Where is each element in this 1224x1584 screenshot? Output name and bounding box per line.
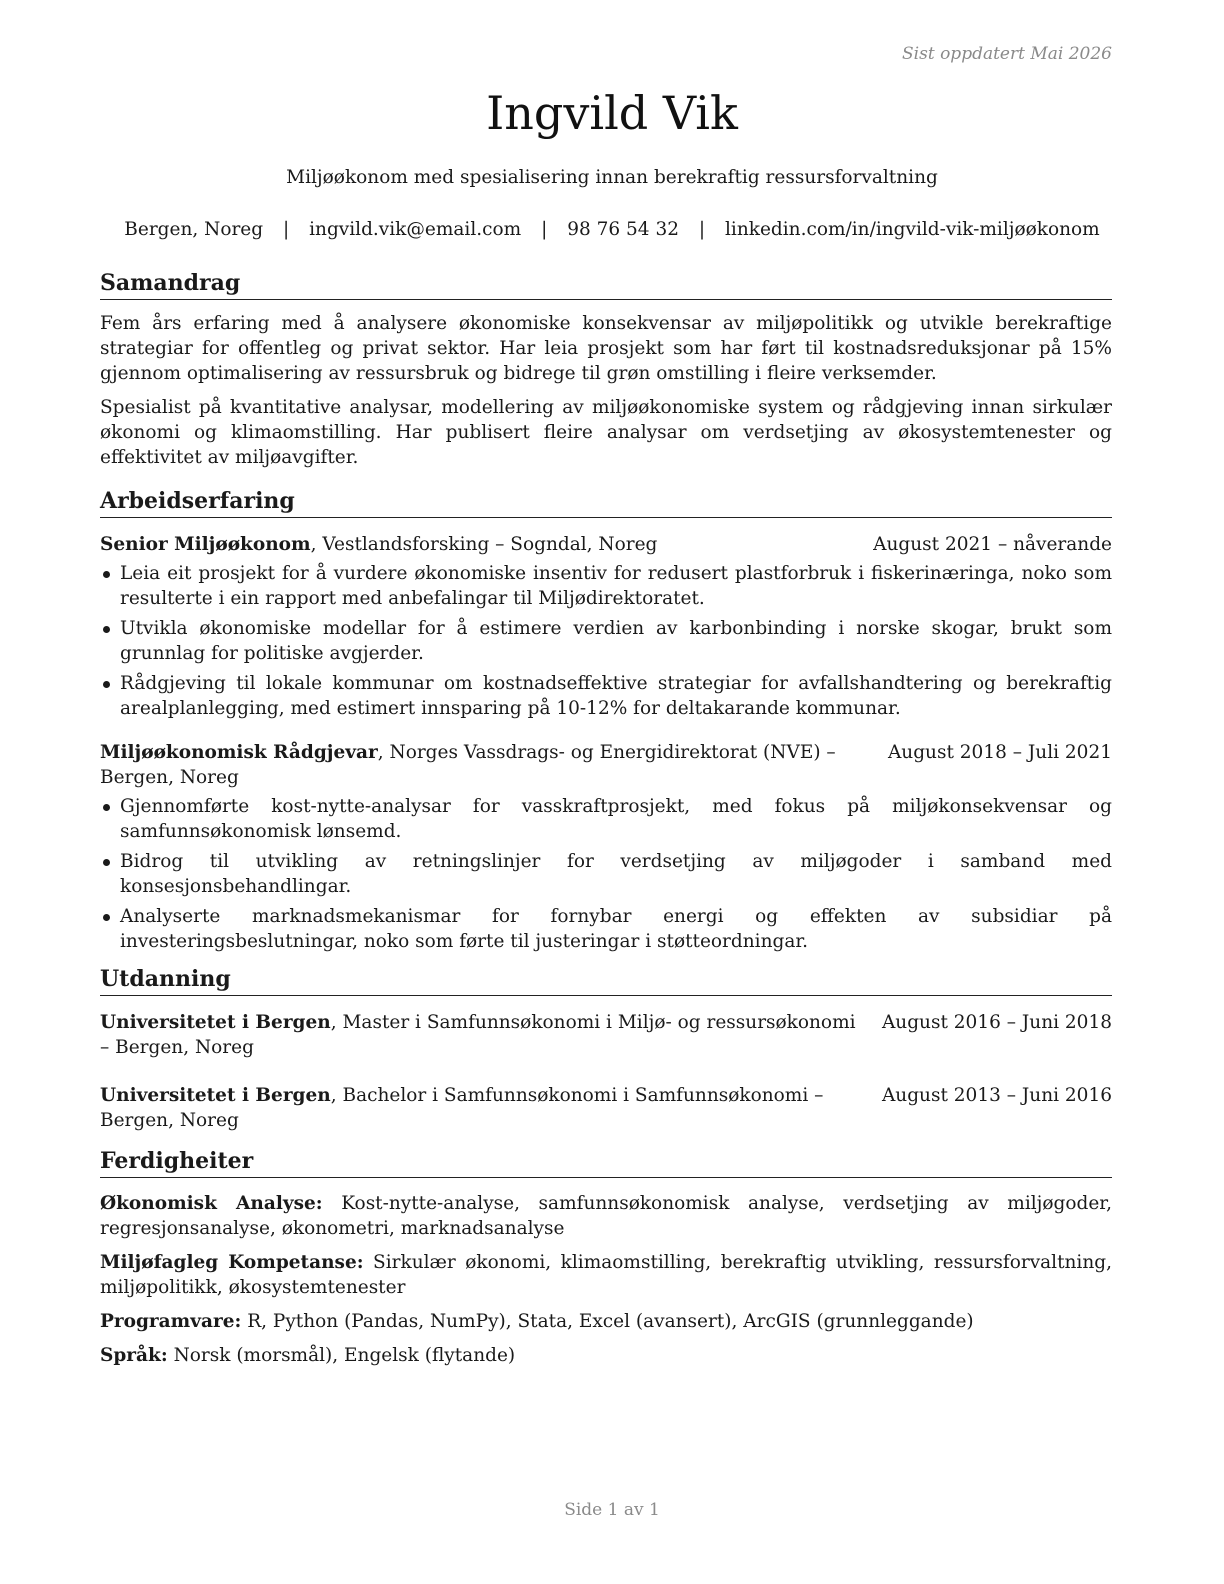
experience-section <box>100 486 1112 954</box>
education-section <box>100 964 1112 1133</box>
job-bullet: Utvikla økonomiske modellar for å estimere verdien av karbonbinding i norske skogar, brukt som grunnlag for politiske avgjerder. <box>100 616 1112 666</box>
education-school: Universitetet i Bergen <box>100 1085 331 1106</box>
education-entry <box>100 1083 1112 1133</box>
last-updated: Sist oppdatert Mai 2026 <box>902 44 1112 64</box>
candidate-name: Ingvild Vik <box>486 86 738 140</box>
education-detail: , Master i Samfunnsøkonomi i Miljø- og ressursøkonomi – Bergen, Noreg <box>100 1012 856 1058</box>
job-bullets <box>100 794 1112 954</box>
tagline: Miljøøkonom med spesialisering innan berekraftig ressursforvaltning <box>286 167 938 188</box>
job-bullet: Leia eit prosjekt for å vurdere økonomiske insentiv for redusert plastforbruk i fiskerinæringa, noko som resulterte i ein rapport med anbefalingar til Miljødirektoratet. <box>100 561 1112 611</box>
section-title-skills: Ferdigheiter <box>100 1146 1112 1178</box>
education-entry <box>100 1010 1112 1060</box>
job-bullet: Bidrog til utvikling av retningslinjer for verdsetjing av miljøgoder i samband med konsesjonsbehandlingar. <box>100 849 1112 899</box>
job-role: Senior Miljøøkonom <box>100 534 311 555</box>
skill-label: Miljøfagleg Kompetanse: <box>100 1252 364 1273</box>
job-org: , Norges Vassdrags- og Energidirektorat (NVE) – Bergen, Noreg <box>100 742 836 788</box>
education-detail: , Bachelor i Samfunnsøkonomi i Samfunnsøkonomi – Bergen, Noreg <box>100 1085 824 1131</box>
summary-paragraph: Spesialist på kvantitative analysar, modellering av miljøøkonomiske system og rådgjeving innan sirkulær økonomi og klimaomstilling. Har publisert fleire analysar om verdsetjing av økosystemtenester og effektivitet av miljøavgifter. <box>100 397 1112 468</box>
section-title-experience: Arbeidserfaring <box>100 486 1112 518</box>
job-dates: August 2021 – nåverande <box>873 534 1112 555</box>
job-dates: August 2018 – Juli 2021 <box>887 742 1112 763</box>
page-number: Side 1 av 1 <box>564 1500 660 1520</box>
contact-location: Bergen, Noreg <box>124 219 264 240</box>
contact-separator: | <box>283 219 290 240</box>
skill-value: Norsk (morsmål), Engelsk (flytande) <box>167 1345 516 1366</box>
summary-paragraph: Fem års erfaring med å analysere økonomiske konsekvensar av miljøpolitikk og utvikle berekraftige strategiar for offentleg og privat sektor. Har leia prosjekt som har ført til kostnadsreduksjonar på 15% gjennom optimalisering av ressursbruk og bidrege til grøn omstilling i fleire verksemder. <box>100 313 1112 384</box>
skill-row <box>100 1309 1112 1334</box>
skill-row <box>100 1250 1112 1300</box>
job-bullet: Analyserte marknadsmekanismar for fornybar energi og effekten av subsidiar på investeringsbeslutningar, noko som førte til justeringar i støtteordningar. <box>100 904 1112 954</box>
education-school: Universitetet i Bergen <box>100 1012 331 1033</box>
resume-content <box>100 268 1112 1368</box>
skill-value: Kost-nytte-analyse, samfunnsøkonomisk analyse, verdsetjing av miljøgoder, regresjonsanalyse, økonometri, marknadsanalyse <box>100 1193 1112 1239</box>
section-title-summary: Samandrag <box>100 268 1112 300</box>
skill-label: Språk: <box>100 1345 168 1366</box>
job-entry <box>100 740 1112 954</box>
job-role: Miljøøkonomisk Rådgjevar <box>100 742 378 763</box>
skill-value: Sirkulær økonomi, klimaomstilling, berekraftig utvikling, ressursforvaltning, miljøpolitikk, økosystemtenester <box>100 1252 1112 1298</box>
contact-line <box>0 219 1224 240</box>
job-bullet: Rådgjeving til lokale kommunar om kostnadseffektive strategiar for avfallshandtering og berekraftig arealplanlegging, med estimert innsparing på 10-12% for deltakarande kommunar. <box>100 671 1112 721</box>
section-title-education: Utdanning <box>100 964 1112 996</box>
education-dates: August 2016 – Juni 2018 <box>881 1012 1112 1033</box>
skills-section <box>100 1146 1112 1368</box>
job-entry <box>100 532 1112 721</box>
contact-phone: 98 76 54 32 <box>567 219 679 240</box>
skill-row <box>100 1343 1112 1368</box>
skill-value: R, Python (Pandas, NumPy), Stata, Excel (avansert), ArcGIS (grunnleggande) <box>241 1311 974 1332</box>
job-bullet: Gjennomførte kost-nytte-analysar for vasskraftprosjekt, med fokus på miljøkonsekvensar og samfunnsøkonomisk lønsemd. <box>100 794 1112 844</box>
education-dates: August 2013 – Juni 2016 <box>881 1085 1112 1106</box>
contact-separator: | <box>698 219 706 240</box>
summary-section <box>100 268 1112 470</box>
contact-email-link[interactable]: ingvild.vik@email.com <box>309 219 522 240</box>
skill-label: Økonomisk Analyse: <box>100 1193 323 1214</box>
job-header <box>100 532 1112 557</box>
contact-linkedin-link[interactable]: linkedin.com/in/ingvild-vik-miljøøkonom <box>725 219 1100 240</box>
job-header <box>100 740 1112 790</box>
job-org: , Vestlandsforsking – Sogndal, Noreg <box>310 534 658 555</box>
contact-separator: | <box>541 219 548 240</box>
skill-row <box>100 1191 1112 1241</box>
job-bullets <box>100 561 1112 721</box>
skill-label: Programvare: <box>100 1311 242 1332</box>
